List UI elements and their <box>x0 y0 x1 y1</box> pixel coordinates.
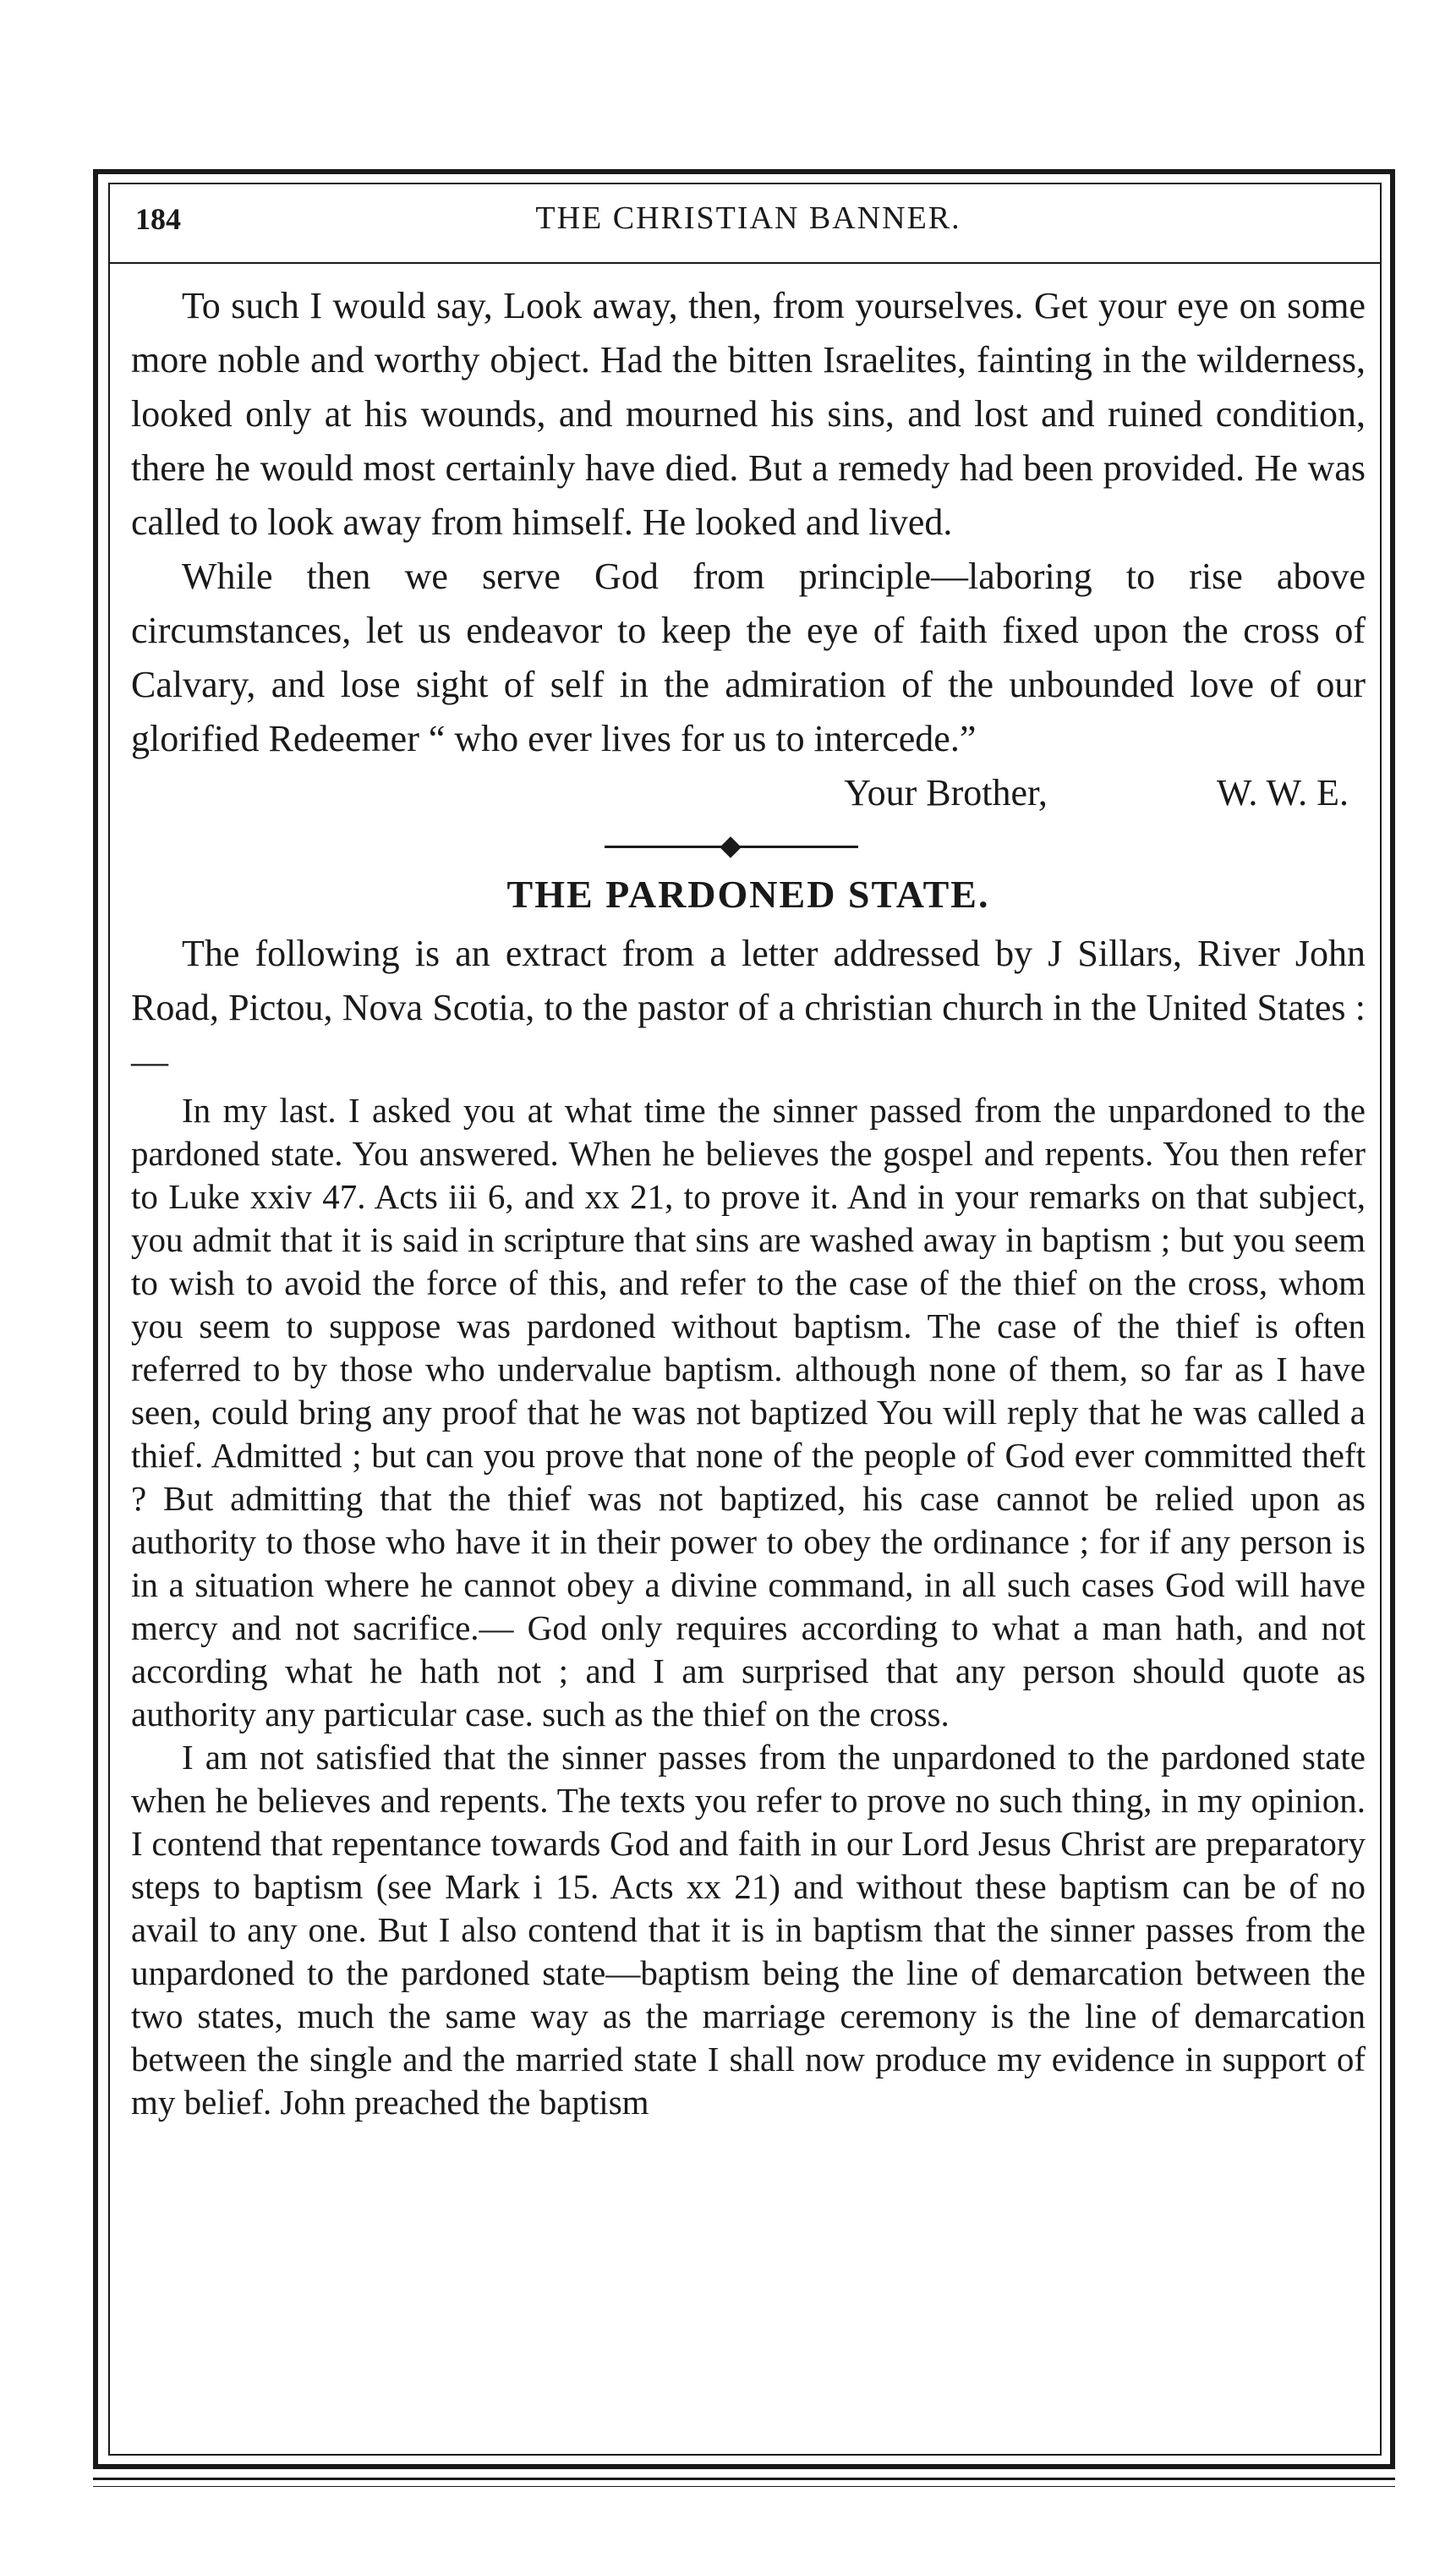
bottom-rule-thin <box>93 2486 1395 2487</box>
section-intro: The following is an extract from a letter addressed by J Sillars, River John Road, Pictou, Nova Scotia, to the pastor of a christian church in the United States :— <box>131 933 1366 1082</box>
section-heading: THE PARDONED STATE. <box>506 873 990 916</box>
divider-diamond-icon <box>720 836 741 857</box>
page-header <box>127 193 1370 260</box>
running-title: THE CHRISTIAN BANNER. <box>535 200 961 236</box>
section-divider-ornament <box>131 830 1366 864</box>
letter-initials: W. W. E. <box>1216 772 1349 813</box>
letter-signature <box>131 766 1366 820</box>
letter-paragraph: To such I would say, Look away, then, from yourselves. Get your eye on some more noble and worthy object. Had the bitten Israelites, fainting in the wilderness, looked only at his wounds, and mourned his sins, and lost and ruined condition, there he would most certainly have died. But a remedy had been provided. He was called to look away from himself. He looked and lived. <box>131 285 1366 543</box>
letter-closing: Your Brother, <box>844 772 1048 813</box>
header-rule <box>110 262 1380 264</box>
bottom-rule <box>93 2478 1395 2480</box>
letter-paragraph: While then we serve God from principle—laboring to rise above circumstances, let us endeavor to keep the eye of faith fixed upon the cross of Calvary, and lose sight of self in the admiration of the unbounded love of our glorified Redeemer “ who ever lives for us to intercede.” <box>131 556 1366 759</box>
page-body <box>131 279 1366 2124</box>
section-paragraph: In my last. I asked you at what time the sinner passed from the unpardoned to the pardoned state. You answered. When he believes the gospel and repents. You then refer to Luke xxiv 47. Acts iii 6, and xx 21, to prove it. And in your remarks on that subject, you admit that it is said in scripture that sins are washed away in baptism ; but you seem to wish to avoid the force of this, and refer to the case of the thief on the cross, whom you seem to suppose was pardoned without baptism. The case of the thief is often referred to by those who undervalue baptism. although none of them, so far as I have seen, could bring any proof that he was not baptized You will reply that he was called a thief. Admitted ; but can you prove that none of the people of God ever committed theft ? But admitting that the thief was not baptized, his case cannot be relied upon as authority to those who have it in their power to obey the ordinance ; for if any person is in a situation where he cannot obey a divine command, in all such cases God will have mercy and not sacrifice.— God only requires according to what a man hath, and not according what he hath not ; and I am surprised that any person should quote as authority any particular case. such as the thief on the cross. <box>131 1091 1366 1733</box>
page-number: 184 <box>135 202 181 236</box>
section-paragraph: I am not satisfied that the sinner passes from the unpardoned to the pardoned state when he believes and repents. The texts you refer to prove no such thing, in my opinion. I contend that repentance towards God and faith in our Lord Jesus Christ are preparatory steps to baptism (see Mark i 15. Acts xx 21) and without these baptism can be of no avail to any one. But I also contend that it is in baptism that the sinner passes from the unpardoned to the pardoned state—baptism being the line of demarcation between the two states, much the same way as the marriage ceremony is the line of demarcation between the single and the married state I shall now produce my evidence in support of my belief. John preached the baptism <box>131 1738 1366 2122</box>
